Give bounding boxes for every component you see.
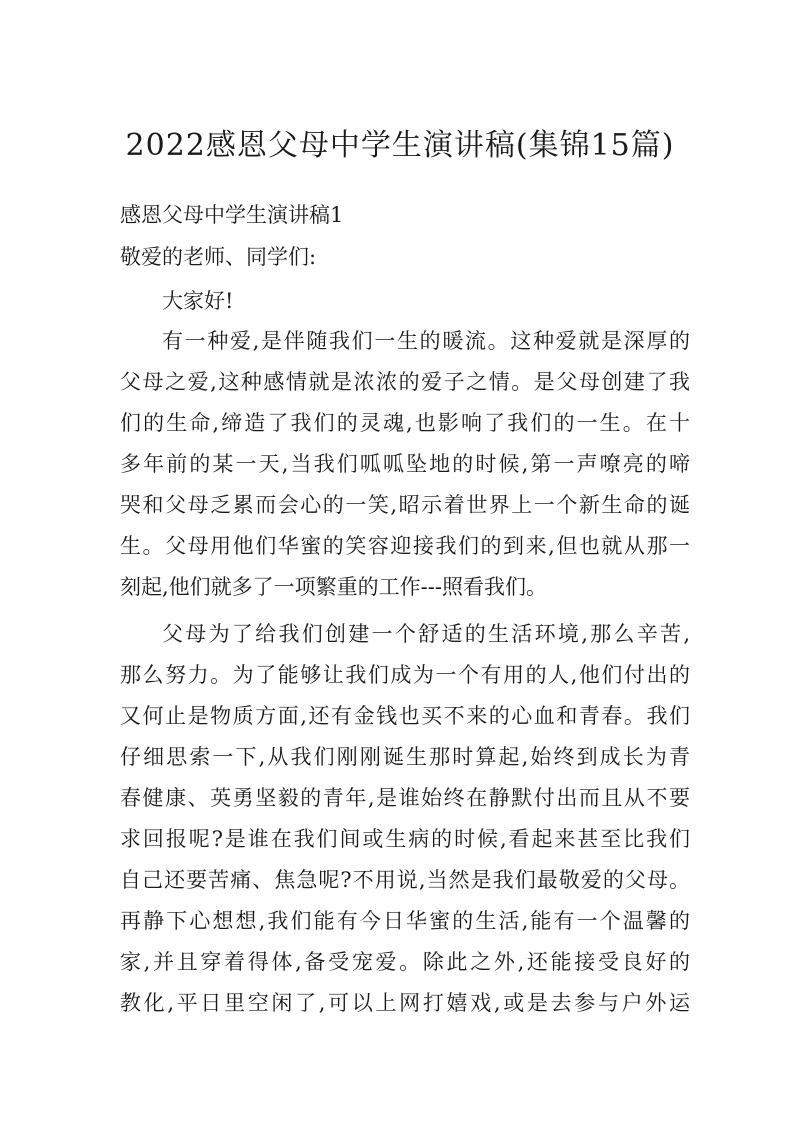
greeting: 大家好! [162, 289, 234, 313]
paragraph-line: 仔细思索一下,从我们刚刚诞生那时算起,始终到成长为青 [120, 745, 690, 769]
paragraph-line: 家,并且穿着得体,备受宠爱。除此之外,还能接受良好的 [120, 950, 690, 974]
paragraph-line: 多年前的某一天,当我们呱呱坠地的时候,第一声嘹亮的啼 [120, 452, 690, 476]
paragraph-line: 有一种爱,是伴随我们一生的暖流。这种爱就是深厚的 [162, 329, 690, 353]
paragraph-line: 生。父母用他们华蜜的笑容迎接我们的到来,但也就从那一 [120, 534, 690, 558]
paragraph-line: 自己还要苦痛、焦急呢?不用说,当然是我们最敬爱的父母。 [120, 868, 690, 892]
paragraph-line: 哭和父母乏累而会心的一笑,昭示着世界上一个新生命的诞 [120, 493, 690, 517]
document-title: 2022感恩父母中学生演讲稿(集锦15篇) [125, 128, 675, 163]
paragraph-line: 们的生命,缔造了我们的灵魂,也影响了我们的一生。在十 [120, 411, 690, 435]
paragraph-line: 父母为了给我们创建一个舒适的生活环境,那么辛苦, [162, 622, 690, 646]
paragraph-line: 刻起,他们就多了一项繁重的工作---照看我们。 [120, 575, 547, 599]
section-heading: 感恩父母中学生演讲稿1 [120, 203, 344, 227]
paragraph-line: 求回报呢?是谁在我们间或生病的时候,看起来甚至比我们 [120, 827, 690, 851]
paragraph-line: 春健康、英勇坚毅的青年,是谁始终在静默付出而且从不要 [120, 786, 690, 810]
paragraph-line: 又何止是物质方面,还有金钱也买不来的心血和青春。我们 [120, 704, 690, 728]
paragraph-line: 父母之爱,这种感情就是浓浓的爱子之情。是父母创建了我 [120, 370, 690, 394]
paragraph-line: 那么努力。为了能够让我们成为一个有用的人,他们付出的 [120, 663, 690, 687]
paragraph-line: 教化,平日里空闲了,可以上网打嬉戏,或是去参与户外运 [120, 991, 690, 1015]
paragraph-line: 再静下心想想,我们能有今日华蜜的生活,能有一个温馨的 [120, 909, 690, 933]
salutation: 敬爱的老师、同学们: [120, 245, 317, 269]
